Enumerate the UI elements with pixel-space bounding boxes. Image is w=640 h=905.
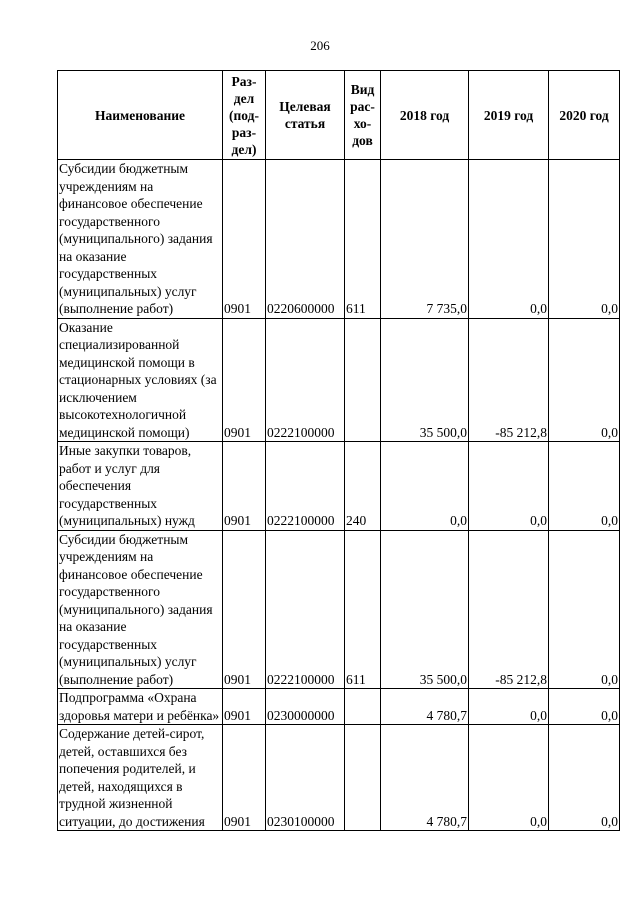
row-name: Подпрограмма «Охрана здоровья матери и ребёнка» [58,689,223,725]
row-kind [345,725,381,831]
row-2019: -85 212,8 [469,318,549,442]
row-section: 0901 [223,318,266,442]
row-target: 0220600000 [266,160,345,319]
header-2019: 2019 год [469,71,549,160]
row-name: Субсидии бюджетным учреждениям на финансовое обеспечение государственного (муниципального) задания на оказание государственных (муниципальных) услуг (выполнение работ) [58,530,223,689]
row-2018: 4 780,7 [381,689,469,725]
row-section: 0901 [223,725,266,831]
page-number: 206 [310,38,330,53]
row-2020: 0,0 [549,318,620,442]
row-kind: 240 [345,442,381,531]
header-2020: 2020 год [549,71,620,160]
row-2020: 0,0 [549,160,620,319]
row-2020: 0,0 [549,725,620,831]
header-target: Целевая статья [266,71,345,160]
row-kind: 611 [345,530,381,689]
row-target: 0222100000 [266,530,345,689]
row-2020: 0,0 [549,442,620,531]
row-name: Содержание детей-сирот, детей, оставшихся без попечения родителей, и детей, находящихся в трудной жизненной ситуации, до достижения [58,725,223,831]
row-2019: 0,0 [469,442,549,531]
row-2020: 0,0 [549,689,620,725]
table-header-row [58,71,620,160]
row-2019: -85 212,8 [469,530,549,689]
table-row [58,689,620,725]
row-target: 0230000000 [266,689,345,725]
row-2018: 0,0 [381,442,469,531]
header-2018: 2018 год [381,71,469,160]
row-2018: 35 500,0 [381,318,469,442]
budget-table [57,70,620,831]
row-section: 0901 [223,530,266,689]
row-kind [345,689,381,725]
header-name: Наименование [58,71,223,160]
header-kind: Вид рас- хо- дов [345,71,381,160]
row-section: 0901 [223,160,266,319]
header-section: Раз- дел (под- раз- дел) [223,71,266,160]
row-2018: 7 735,0 [381,160,469,319]
row-2019: 0,0 [469,689,549,725]
table-row [58,318,620,442]
row-section: 0901 [223,442,266,531]
row-name: Оказание специализированной медицинской помощи в стационарных условиях (за исключением высокотехнологичной медицинской помощи) [58,318,223,442]
row-2019: 0,0 [469,725,549,831]
table-row [58,160,620,319]
table-row [58,725,620,831]
row-section: 0901 [223,689,266,725]
row-kind: 611 [345,160,381,319]
row-target: 0222100000 [266,442,345,531]
row-target: 0230100000 [266,725,345,831]
table-row [58,442,620,531]
row-2020: 0,0 [549,530,620,689]
row-name: Иные закупки товаров, работ и услуг для обеспечения государственных (муниципальных) нужд [58,442,223,531]
row-2018: 35 500,0 [381,530,469,689]
row-name: Субсидии бюджетным учреждениям на финансовое обеспечение государственного (муниципального) задания на оказание государственных (муниципальных) услуг (выполнение работ) [58,160,223,319]
table-row [58,530,620,689]
row-2019: 0,0 [469,160,549,319]
row-2018: 4 780,7 [381,725,469,831]
row-target: 0222100000 [266,318,345,442]
row-kind [345,318,381,442]
